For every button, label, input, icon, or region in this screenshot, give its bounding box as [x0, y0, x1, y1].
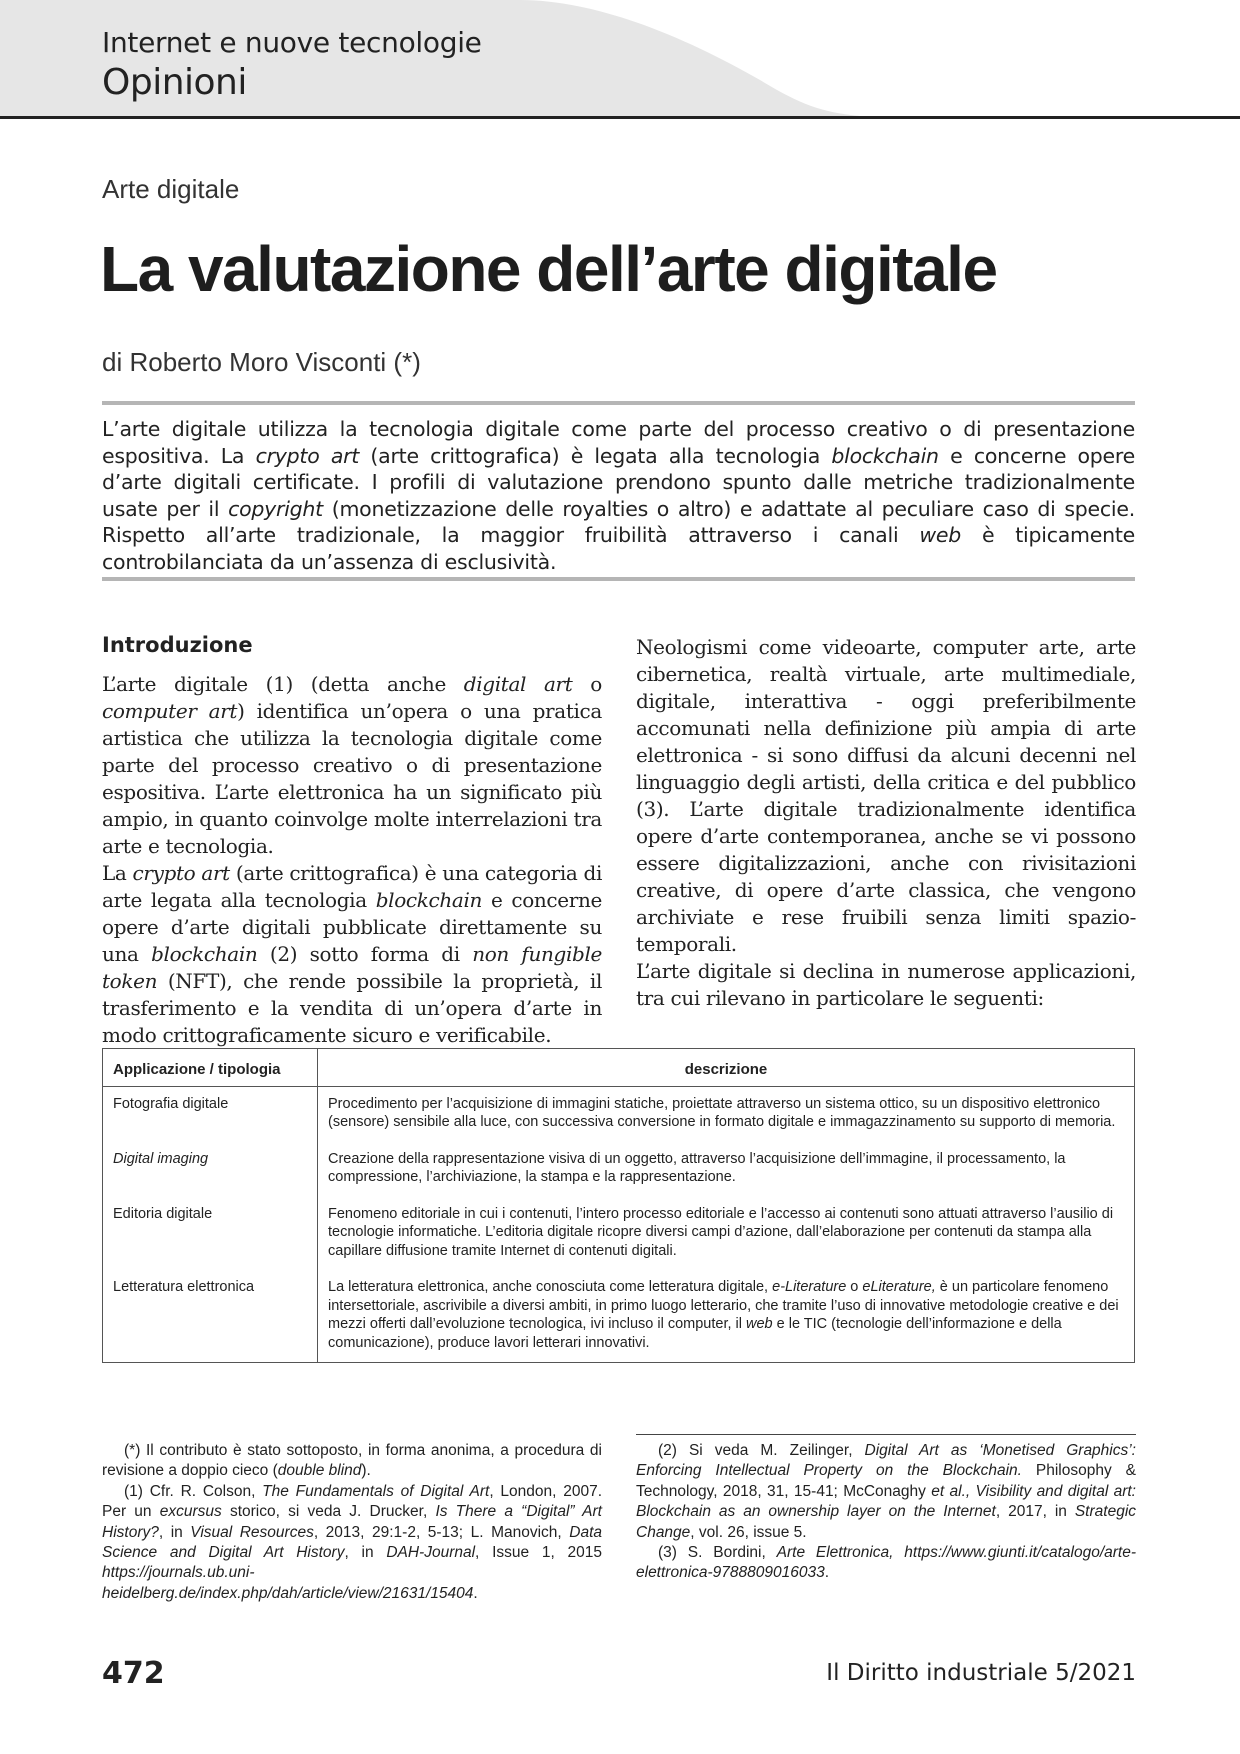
body-paragraph: L’arte digitale si declina in numerose applicazioni, tra cui rilevano in particolare le seguenti: [636, 959, 1136, 1010]
running-subsection-title: Opinioni [102, 62, 247, 103]
table-cell-type: Letteratura elettronica [103, 1270, 318, 1363]
table-row [103, 1270, 1135, 1363]
table-cell-description: La letteratura elettronica, anche conosciuta come letteratura digitale, e-Literature o eLiterature, è un particolare fenomeno intersettoriale, ascrivibile a diversi ambiti, in primo luogo letterario, che tramite l’uso di innovative metodologie creative e dei mezzi offerti dall’evoluzione tecnologica, ivi incluso il computer, il web e le TIC (tecnologie dell’informazione e della comunicazione), produce lavori letterari innovativi. [318, 1270, 1135, 1363]
header-rule [0, 116, 1240, 119]
body-paragraph: L’arte digitale (1) (detta anche digital art o computer art) identifica un’opera o una pratica artistica che utilizza la tecnologia digitale come parte del processo creativo o di presentazione espositiva. L’arte elettronica ha un significato più ampio, in quanto coinvolge molte interrelazioni tra arte e tecnologia. [102, 672, 602, 858]
footnote: (*) Il contributo è stato sottoposto, in forma anonima, a procedura di revisione a doppio cieco (double blind). [102, 1442, 602, 1480]
table-cell-description: Creazione della rappresentazione visiva di un oggetto, attraverso l’acquisizione dell’immagine, il processamento, la compressione, l’archiviazione, la stampa e la rappresentazione. [318, 1142, 1135, 1197]
article-title: La valutazione dell’arte digitale [100, 233, 997, 305]
applications-table [102, 1048, 1135, 1363]
table-cell-type: Editoria digitale [103, 1197, 318, 1271]
body-paragraph: Neologismi come videoarte, computer arte, arte cibernetica, realtà virtuale, arte multimediale, digitale, interattiva - oggi preferibilmente accomunati nella definizione più ampia di arte elettronica - si sono diffusi da alcuni decenni nel linguaggio degli artisti, della critica e del pubblico (3). L’arte digitale tradizionalmente identifica opere d’arte contemporanea, anche se vi possono essere digitalizzazioni, anche con rivisitazioni creative, di opere d’arte classica, che vengono archiviate e rese fruibili senza limiti spazio-temporali. [636, 635, 1136, 956]
journal-issue: Il Diritto industriale 5/2021 [826, 1660, 1136, 1686]
running-section-title: Internet e nuove tecnologie [102, 26, 482, 59]
body-paragraph: La crypto art (arte crittografica) è una categoria di arte legata alla tecnologia blockchain e concerne opere d’arte digitali pubblicate direttamente su una blockchain (2) sotto forma di non fungible token (NFT), che rende possibile la proprietà, il trasferimento e la vendita di un’opera d’arte in modo crittograficamente sicuro e verificabile. [102, 861, 602, 1047]
section-heading: Introduzione [102, 633, 253, 657]
footnote: (1) Cfr. R. Colson, The Fundamentals of Digital Art, London, 2007. Per un excursus storico, si veda J. Drucker, Is There a “Digital” Art History?, in Visual Resources, 2013, 29:1-2, 5-13; L. Manovich, Data Science and Digital Art History, in DAH-Journal, Issue 1, 2015 https://journals.ub.uni-heidelberg.de/index.php/dah/article/view/21631/15404. [102, 1482, 603, 1602]
table-row [103, 1197, 1135, 1271]
table-cell-description: Fenomeno editoriale in cui i contenuti, l’intero processo editoriale e l’accesso ai contenuti sono attuati attraverso l’ausilio di tecnologie informatiche. L’editoria digitale ricopre diversi campi d’azione, dall’elaborazione per contenuti da stampa alla capillare diffusione tramite Internet di contenuti digitali. [318, 1197, 1135, 1271]
table-row [103, 1086, 1135, 1142]
page-number: 472 [102, 1656, 165, 1691]
table-cell-type: Digital imaging [103, 1142, 318, 1197]
body-column-left [102, 632, 602, 1049]
article-kicker: Arte digitale [102, 174, 240, 204]
footnote-link[interactable]: https://journals.ub.uni-heidelberg.de/index.php/dah/article/view/21631/15404 [102, 1564, 474, 1602]
table-header-cell: descrizione [318, 1049, 1135, 1087]
running-header [0, 0, 1240, 118]
abstract-top-rule [102, 401, 1135, 405]
body-column-right [636, 634, 1136, 1012]
table-cell-type: Fotografia digitale [103, 1086, 318, 1142]
footnote: (2) Si veda M. Zeilinger, Digital Art as ‘Monetised Graphics’: Enforcing Intellectual Property on the Blockchain. Philosophy & Technology, 2018, 31, 15-41; McConaghy et al., Visibility and digital art: Blockchain as an ownership layer on the Internet, 2017, in Strategic Change, vol. 26, issue 5. [636, 1442, 1137, 1541]
table-header-cell: Applicazione / tipologia [103, 1049, 318, 1087]
table-header-row [103, 1049, 1135, 1087]
footnote-rule [636, 1434, 1136, 1435]
footnote-link[interactable]: Arte Elettronica, https://www.giunti.it/catalogo/arte-elettronica-9788809016033 [636, 1544, 1137, 1582]
abstract-bottom-rule [102, 577, 1135, 581]
footnotes-left [102, 1441, 602, 1604]
article-byline: di Roberto Moro Visconti (*) [102, 347, 421, 377]
abstract: L’arte digitale utilizza la tecnologia digitale come parte del processo creativo o di presentazione espositiva. La crypto art (arte crittografica) è legata alla tecnologia blockchain e concerne opere d’arte digitali certificate. I profili di valutazione prendono spunto dalle metriche tradizionalmente usate per il copyright (monetizzazione delle royalties o altro) e adattate al peculiare caso di specie. Rispetto all’arte tradizionale, la maggior fruibilità attraverso i canali web è tipicamente controbilanciata da un’assenza di esclusività. [102, 417, 1136, 574]
table-cell-description: Procedimento per l’acquisizione di immagini statiche, proiettate attraverso un sistema ottico, su un dispositivo elettronico (sensore) sensibile alla luce, con successiva conversione in formato digitale e immagazzinamento su supporto di memoria. [318, 1086, 1135, 1142]
table-row [103, 1142, 1135, 1197]
footnotes-right [636, 1441, 1136, 1584]
footnote: (3) S. Bordini, Arte Elettronica, https://www.giunti.it/catalogo/arte-elettronica-9788809016033. [636, 1544, 1137, 1582]
